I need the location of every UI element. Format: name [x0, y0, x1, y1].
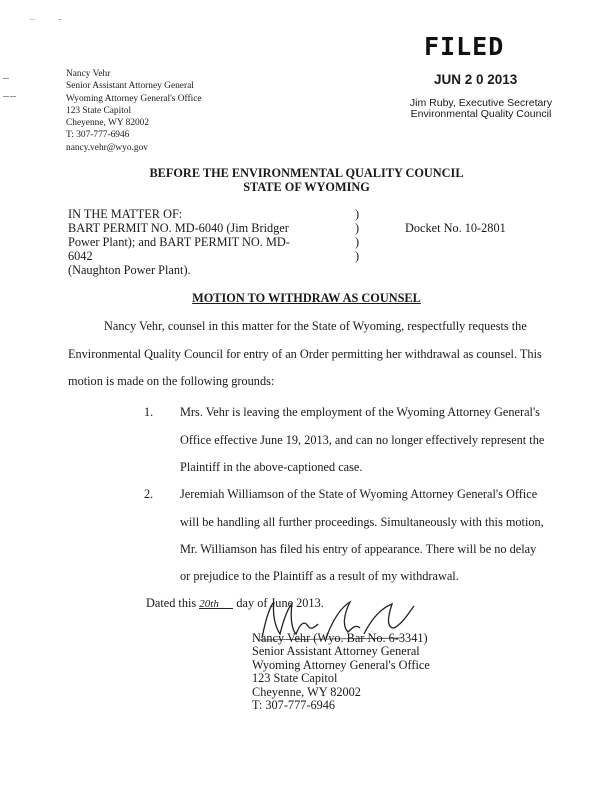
dated-middle: day of June — [236, 596, 294, 610]
case-caption — [68, 207, 308, 277]
scan-mark — [3, 96, 9, 97]
dated-year: 2013. — [296, 596, 324, 610]
scan-mark — [3, 78, 9, 79]
signer-name: Nancy Vehr (Wyo. Bar No. 6-3341) — [252, 631, 428, 645]
caption-parens — [355, 207, 359, 263]
paren: ) — [355, 235, 360, 249]
signer-office: Wyoming Attorney General's Office — [252, 657, 430, 672]
scan-mark — [10, 96, 16, 97]
item-line: Mr. Williamson has filed his entry of appearance. There will be no delay — [180, 542, 537, 556]
sender-line: Cheyenne, WY 82002 — [66, 118, 150, 129]
caption-line: Power Plant); and BART PERMIT NO. MD-6042 — [68, 235, 290, 263]
caption-line: (Naughton Power Plant). — [68, 263, 191, 277]
filed-stamp: FILED — [424, 32, 505, 61]
motion-title: MOTION TO WITHDRAW AS COUNSEL — [192, 291, 421, 305]
sender-line: Nancy Vehr — [66, 69, 111, 79]
council-line: BEFORE THE ENVIRONMENTAL QUALITY COUNCIL — [149, 166, 464, 180]
sender-address — [66, 68, 202, 154]
intro-line: motion is made on the following grounds: — [68, 374, 275, 388]
intro-line: Environmental Quality Council for entry of an Order permitting her withdrawal as counsel. This — [68, 347, 542, 361]
item-line: Office effective June 19, 2013, and can no longer effectively represent the — [180, 433, 545, 447]
item-number: 2. — [144, 487, 154, 501]
paren: ) — [355, 249, 360, 263]
clerk-name: Jim Ruby, Executive Secretary — [409, 97, 553, 109]
item-line: Jeremiah Williamson of the State of Wyoming Attorney General's Office — [180, 487, 538, 501]
council-heading — [0, 166, 613, 194]
item-line: Mrs. Vehr is leaving the employment of the Wyoming Attorney General's — [180, 405, 540, 419]
caption-line: IN THE MATTER OF: — [68, 207, 183, 221]
paren: ) — [355, 207, 360, 221]
intro-line: Nancy Vehr, counsel in this matter for the State of Wyoming, respectfully requests the — [104, 319, 527, 333]
item-line: or prejudice to the Plaintiff as a result of my withdrawal. — [180, 569, 459, 583]
scan-marks: – - — [30, 14, 68, 25]
filed-stamp-clerk — [406, 98, 556, 120]
sender-line: T: 307-777-6946 — [66, 130, 130, 141]
state-line: STATE OF WYOMING — [243, 180, 370, 194]
paren: ) — [355, 221, 360, 235]
signature-block — [252, 632, 430, 712]
sender-email: nancy.vehr@wyo.gov — [66, 142, 148, 153]
sender-line: Senior Assistant Attorney General — [66, 81, 194, 92]
dated-prefix: Dated this — [146, 596, 197, 610]
item-line: Plaintiff in the above-captioned case. — [180, 460, 363, 474]
item-number: 1. — [144, 405, 154, 419]
sender-line: 123 State Capitol — [66, 105, 132, 116]
item-line: will be handling all further proceedings. Simultaneously with this motion, — [180, 515, 544, 529]
docket-number: Docket No. 10-2801 — [405, 221, 506, 235]
clerk-body: Environmental Quality Council — [410, 108, 552, 120]
caption-line: BART PERMIT NO. MD-6040 (Jim Bridger — [68, 221, 289, 235]
day-blank — [199, 596, 233, 609]
day-handwritten: 20th — [199, 598, 219, 610]
signer-phone: T: 307-777-6946 — [252, 698, 336, 713]
signer-street: 123 State Capitol — [252, 671, 338, 686]
signer-city: Cheyenne, WY 82002 — [252, 684, 361, 699]
sender-line: Wyoming Attorney General's Office — [66, 93, 202, 104]
filed-stamp-date: JUN 2 0 2013 — [434, 72, 518, 87]
signer-title: Senior Assistant Attorney General — [252, 644, 420, 659]
